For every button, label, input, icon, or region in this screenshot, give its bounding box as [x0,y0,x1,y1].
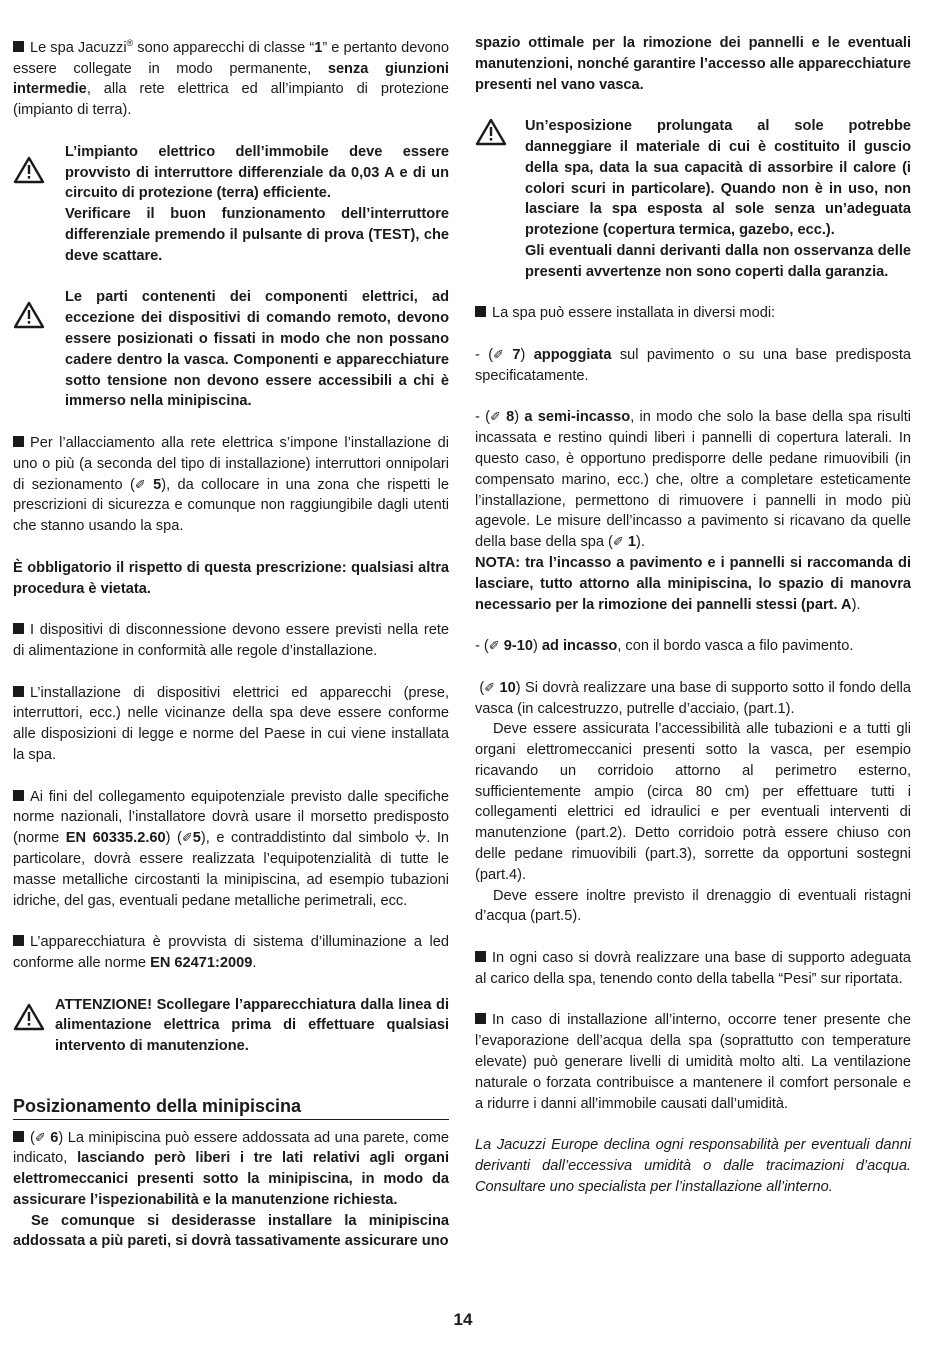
warning-components: Le parti contenenti dei componenti elettrici, ad eccezione dei dispositivi di comando remoto, devono essere posizionati o fissati in modo che non possano cadere dentro la vasca. Componenti e apparecchiature sotto tensione non devono essere accessibili a chi è immerso nella minipiscina. [13,287,449,412]
paragraph-accessibility: Deve essere assicurata l’accessibilità alle tubazioni e a tutti gli organi elettromeccanici presenti sotto la vasca, per esempio ricavando un corridoio attorno al perimetro esterno, sufficientemente ampio (circa 80 cm) per effettuare tutti i collegamenti elettrici ed idraulici e per eventuali interventi di manutenzione (part.2). Detto corridoio potrà essere chiuso con delle pedane rimuovibili (part.3), sorrette da opportuni sostegni (part.4). [475,721,911,883]
square-bullet-icon [13,935,24,946]
section-heading: Posizionamento della minipiscina [13,1096,449,1120]
paragraph-space: spazio ottimale per la rimozione dei pannelli e le eventuali manutenzioni, nonché garantire l’accesso alle apparecchiature presenti nel vano vasca. [475,35,911,93]
paragraph-positioning: (✐ 6) La minipiscina può essere addossata ad una parete, come indicato, lasciando però liberi i tre lati relativi agli organi elettromeccanici presenti sotto la minipiscina, in modo da assicurare l’ispezionabilità e la manutenzione richiesta. [13,1129,449,1208]
paragraph-mode-semi: - (✐ 8) a semi-incasso, in modo che solo la base della spa risulti incassata e restino quindi liberi i pannelli di copertura laterali. In questo caso, è opportuno predisporre delle pedane rimuovibili (in compensato marino, ecc.) che, oltre a completare esteticamente l’installazione, permettono di rimuovere i pannelli in modo più agevole. Le misure dell’incasso a pavimento si ricavano da quelle della base della spa (✐ 1). NOTA: tra l’incasso a pavimento e i pannelli si raccomanda di lasciare, tutto attorno alla minipiscina, lo spazio di manovra necessario per la rimozione dei pannelli stessi (part. A). [475,409,912,613]
ground-symbol-icon [415,830,426,843]
warning-sun: Un’esposizione prolungata al sole potrebbe danneggiare il materiale di cui è costituito il guscio della spa, data la sua capacità di assorbire il calore (i colori scuri in particolare). Quando non è in uso, non lasciare la spa esposta al sole senza un’adeguata protezione (copertura termica, gazebo, ecc.). Gli eventuali danni derivanti dalla non osservanza delle presenti avvertenze non sono coperti dalla garanzia. [475,116,911,282]
paragraph-disconnect: Per l’allacciamento alla rete elettrica s’impone l’installazione di uno o più (a seconda del tipo di installazione) interruttori onnipolari di sezionamento (✐ 5), da collocare in una zona che rispetti le prescrizioni di sicurezza e comunque non raggiungibile dagli utenti che stanno usando la spa. [13,435,449,535]
warning-electrical: L’impianto elettrico dell’immobile deve essere provvisto di interruttore differenziale da 0,03 A e di un circuito di protezione (terra) efficiente. Verificare il buon funzionamento dell’interruttore differenziale premendo il pulsante di prova (TEST), che deve scattare. [13,142,449,267]
square-bullet-icon [13,41,24,52]
warning-disconnect: ATTENZIONE! Scollegare l’apparecchiatura dalla linea di alimentazione elettrica prima di effettuare qualsiasi intervento di manutenzione. [13,995,449,1057]
pencil-icon: ✐ [493,346,504,362]
paragraph-mode-built-in: - (✐ 9-10) ad incasso, con il bordo vasca a filo pavimento. [475,636,911,657]
paragraph-indoor: In caso di installazione all’interno, occorre tener presente che l’evaporazione dell’acqua della spa (soprattutto con temperature elevate) può generare livelli di umidità molto alti. La ventilazione naturale o forzata contribuisce a mantenere il comfort personale e a ridurre i danni all’immobile causati dall’umidità. [475,1012,911,1112]
square-bullet-icon [475,951,486,962]
square-bullet-icon [13,436,24,447]
square-bullet-icon [13,623,24,634]
left-column [13,33,449,1252]
paragraph-equipotential: Ai fini del collegamento equipotenziale previsto dalle specifiche norme nazionali, l’installatore dovrà usare il morsetto predisposto (norme EN 60335.2.60) (✐5), e contraddistinto dal simbolo . In particolare, dovrà essere realizzata l’equipotenzialità di tutte le masse metalliche circostanti la minipiscina, ad esempio tubazioni idriche, del gas, eventuali pedane metalliche perimetrali, ecc. [13,788,450,909]
warning-triangle-icon [13,156,45,184]
paragraph-modes: La spa può essere installata in diversi modi: [475,303,911,324]
pencil-icon: ✐ [489,409,501,425]
warning-triangle-icon [475,118,507,146]
pencil-icon: ✐ [484,679,496,695]
pencil-icon: ✐ [612,534,624,550]
square-bullet-icon [475,1013,486,1024]
paragraph-mandatory: È obbligatorio il rispetto di questa prescrizione: qualsiasi altra procedura è vietata. [13,559,449,597]
warning-triangle-icon [13,1003,45,1031]
paragraph-devices: I dispositivi di disconnessione devono essere previsti nella rete di alimentazione in conformità alle regole d’installazione. [13,622,449,659]
warning-triangle-icon [13,301,45,329]
paragraph-led: L’apparecchiatura è provvista di sistema d’illuminazione a led conforme alle norme EN 62471:2009. [13,934,449,971]
paragraph-support-base: (✐ 10) Si dovrà realizzare una base di supporto sotto il fondo della vasca (in calcestruzzo, putrelle d’acciaio, (part.1). [475,679,911,717]
pencil-icon: ✐ [34,1129,46,1145]
page-number: 14 [453,1310,473,1329]
square-bullet-icon [13,1131,24,1142]
paragraph-mode-resting: - (✐ 7) appoggiata sul pavimento o su una base predisposta specificatamente. [475,346,911,384]
paragraph-disclaimer: La Jacuzzi Europe declina ogni responsabilità per eventuali danni derivanti dall’eccessiva umidità o dalle tracimazioni d’acqua. Consultare uno specialista per l’installazione all’interno. [475,1137,911,1195]
paragraph-multiple-walls: Se comunque si desiderasse installare la minipiscina addossata a più pareti, si dovrà tassativamente assicurare uno [13,1212,449,1250]
pencil-icon: ✐ [134,476,146,492]
pencil-icon: ✐ [488,638,500,654]
paragraph-class1: Le spa Jacuzzi® sono apparecchi di classe “1” e pertanto devono essere collegate in modo permanente, senza giunzioni intermedie, alla rete elettrica ed all’impianto di protezione (impianto di terra). [13,38,449,119]
square-bullet-icon [13,686,24,697]
square-bullet-icon [475,306,486,317]
paragraph-installation: L’installazione di dispositivi elettrici ed apparecchi (prese, interruttori, ecc.) nelle vicinanze della spa deve essere conforme alle disposizioni di legge e norme del Paese in cui viene installata la spa. [13,684,449,763]
paragraph-load: In ogni caso si dovrà realizzare una base di supporto adeguata al carico della spa, tenendo conto della tabella “Pesi” sur riportata. [475,950,911,987]
square-bullet-icon [13,790,24,801]
right-column [475,33,911,1198]
paragraph-drainage: Deve essere inoltre previsto il drenaggio di eventuali ristagni d’acqua (part.5). [475,887,911,925]
pencil-icon: ✐ [181,830,193,846]
